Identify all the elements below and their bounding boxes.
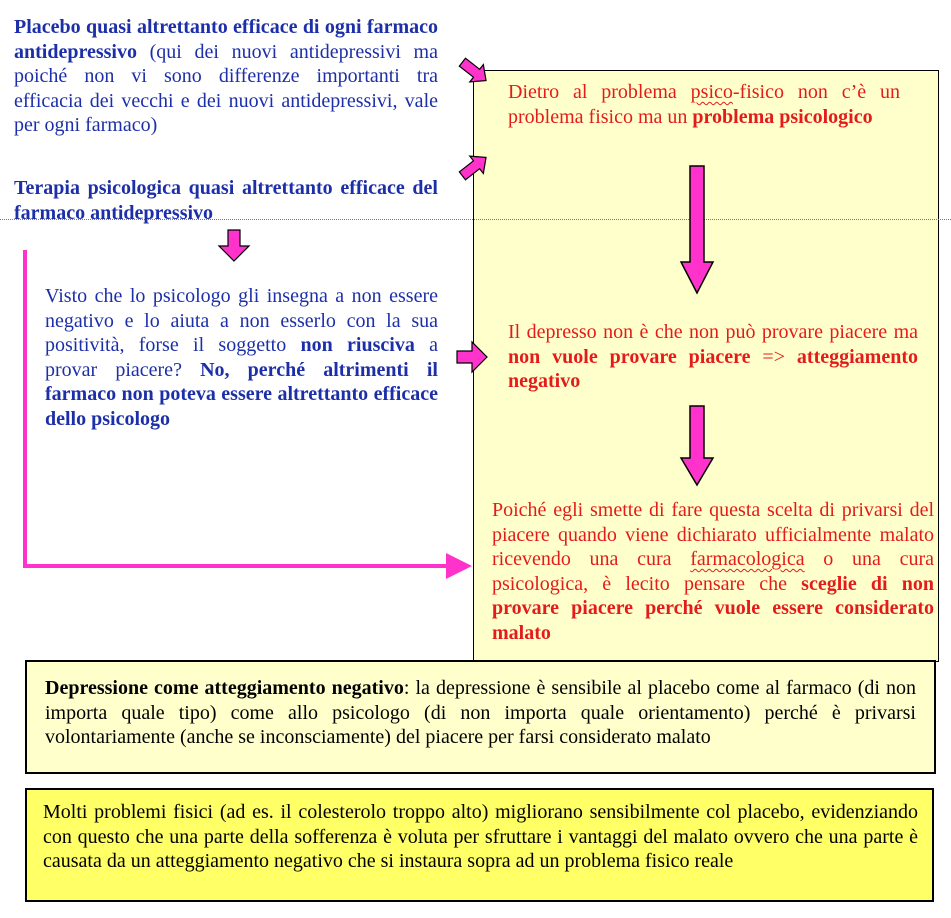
choice-text-b: o una cura psicologica, è lecito pensare che — [492, 548, 934, 595]
physical-problems-box — [25, 788, 934, 902]
therapy-text — [14, 176, 438, 225]
placebo-title: Placebo quasi altrettanto efficace di ogni farmaco antidepressivo — [14, 16, 438, 63]
psych-bold-a: non riusciva — [300, 334, 415, 356]
depressed-text — [508, 320, 918, 394]
negative-attitude-title: Depressione come atteggiamento negativo — [45, 677, 404, 699]
psychologist-text — [45, 284, 438, 431]
psycho-text-a: Dietro al problema — [508, 81, 691, 103]
choice-text-a: Poiché egli smette di fare questa scelta di privarsi del piacere quando viene dichiarato ufficialmente malato ricevendo una cura — [492, 499, 934, 570]
psycho-text-b: -fisico non c’è un problema fisico ma un — [508, 81, 900, 128]
psycho-bold: problema psicologico — [692, 105, 873, 128]
negative-attitude-body: : la depressione è sensibile al placebo come al farmaco (di non importa quale tipo) come allo psicologo (di non importa quale orientamento) perché è privarsi volontariamente (anche se inconsciamente) del piacere per farsi considerato malato — [45, 677, 916, 748]
placebo-text — [14, 15, 438, 138]
psychophysical-text — [508, 80, 900, 129]
depressed-bold-b: atteggiamento negativo — [508, 345, 918, 392]
psych-text-a: Visto che lo psicologo gli insegna a non essere negativo e lo aiuta a non esserlo con la sua positività, forse il soggetto — [45, 285, 438, 356]
physical-problems-body: Molti problemi fisici (ad es. il colesterolo troppo alto) migliorano sensibilmente col placebo, evidenziando con questo che una parte della sofferenza è voluta per sfruttare i vantaggi del malato ovvero che una parte è causata da un atteggiamento negativo che si instaura sopra ad un problema fisico reale — [43, 801, 918, 872]
down-arrow-right-1 — [681, 166, 713, 293]
diagonal-arrow-top — [456, 53, 493, 89]
right-arrow-middle — [457, 342, 487, 372]
psych-text-b: a provar piacere? — [45, 334, 438, 381]
placebo-body: (qui dei nuovi antidepressivi ma poiché non vi sono differenze importanti tra efficacia dei vecchi e dei nuovi antidepressivi, vale per ogni farmaco) — [14, 40, 438, 136]
diagonal-arrow-middle — [456, 149, 493, 185]
psych-bold-b: No, perché altrimenti il farmaco non poteva essere altrettanto efficace dello psicologo — [45, 358, 438, 430]
negative-attitude-box — [25, 660, 936, 774]
choice-text — [492, 498, 934, 645]
choice-squiggle-word: farmacologica — [690, 548, 805, 570]
depressed-bold-a: non vuole provare piacere — [508, 345, 751, 368]
depressed-text-b: => — [750, 345, 797, 368]
down-arrow-right-2 — [681, 406, 713, 485]
down-arrow-left — [219, 230, 249, 261]
psycho-squiggle-word: psico — [690, 81, 733, 103]
depressed-text-a: Il depresso non è che non può provare piacere ma — [508, 321, 918, 343]
therapy-title: Terapia psicologica quasi altrettanto efficace del farmaco antidepressivo — [14, 177, 438, 224]
choice-bold: sceglie di non provare piacere perché vuole essere considerato malato — [492, 572, 935, 644]
